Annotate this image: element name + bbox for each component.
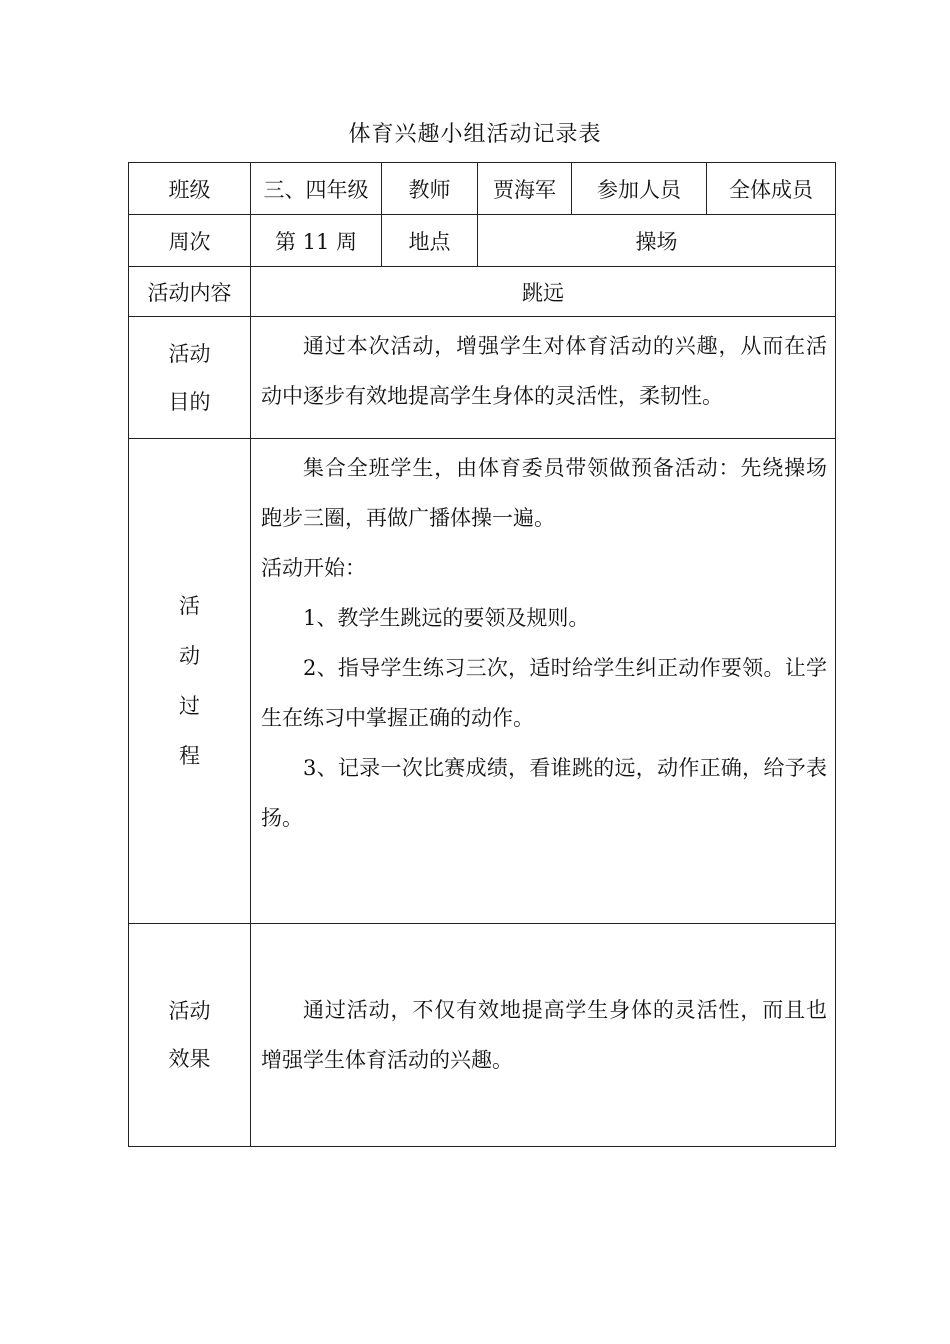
purpose-label-line2: 目的 <box>168 389 211 414</box>
week-label: 周次 <box>129 215 251 267</box>
table-row-process <box>129 439 836 924</box>
record-table <box>128 162 836 1147</box>
place-label: 地点 <box>382 215 478 267</box>
process-label-char: 动 <box>179 644 200 668</box>
process-paragraph: 2、指导学生练习三次，适时给学生纠正动作要领。让学生在练习中掌握正确的动作。 <box>261 656 827 730</box>
process-paragraph: 活动开始： <box>261 556 366 580</box>
teacher-value: 贾海军 <box>478 163 572 215</box>
process-paragraph: 1、教学生跳远的要领及规则。 <box>303 606 590 630</box>
purpose-label <box>129 317 251 439</box>
class-value: 三、四年级 <box>251 163 382 215</box>
week-value: 第 11 周 <box>251 215 382 267</box>
table-row-effect <box>129 924 836 1147</box>
effect-text-cell <box>251 924 836 1147</box>
effect-label-line1: 活动 <box>168 999 211 1023</box>
teacher-label: 教师 <box>382 163 478 215</box>
purpose-text: 通过本次活动，增强学生对体育活动的兴趣，从而在活动中逐步有效地提高学生身体的灵活性，柔韧性。 <box>261 334 827 408</box>
content-value: 跳远 <box>251 267 836 317</box>
class-label: 班级 <box>129 163 251 215</box>
purpose-label-line1: 活动 <box>168 341 211 366</box>
place-value: 操场 <box>478 215 836 267</box>
process-text-cell <box>251 439 836 924</box>
participants-value: 全体成员 <box>707 163 836 215</box>
effect-label <box>129 924 251 1147</box>
page-title: 体育兴趣小组活动记录表 <box>348 122 602 147</box>
process-label-char: 程 <box>179 744 200 768</box>
table-row-class <box>129 163 836 215</box>
process-paragraph: 3、记录一次比赛成绩，看谁跳的远，动作正确，给予表扬。 <box>261 756 827 830</box>
participants-label: 参加人员 <box>572 163 707 215</box>
table-row-content <box>129 267 836 317</box>
table-row-purpose <box>129 317 836 439</box>
process-label <box>129 439 251 924</box>
effect-label-line2: 效果 <box>168 1047 211 1071</box>
process-paragraph: 集合全班学生，由体育委员带领做预备活动：先绕操场跑步三圈，再做广播体操一遍。 <box>261 456 827 530</box>
effect-text: 通过活动，不仅有效地提高学生身体的灵活性，而且也增强学生体育活动的兴趣。 <box>261 998 827 1072</box>
process-label-char: 过 <box>179 694 200 718</box>
process-label-char: 活 <box>179 594 200 618</box>
content-label: 活动内容 <box>129 267 251 317</box>
table-row-week <box>129 215 836 267</box>
purpose-text-cell <box>251 317 836 439</box>
